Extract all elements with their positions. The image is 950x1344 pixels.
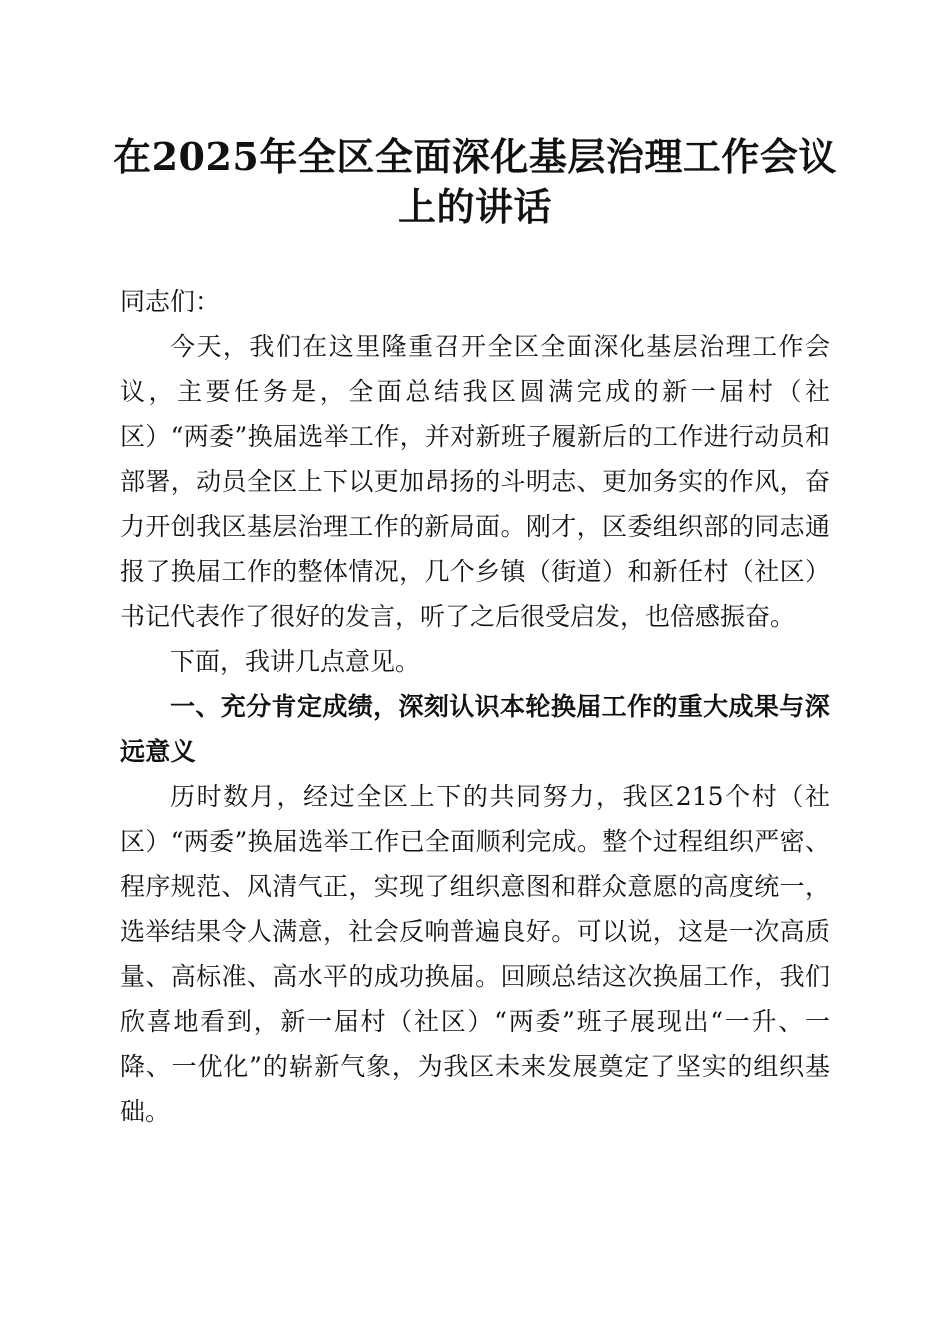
transition-paragraph: 下面，我讲几点意见。 xyxy=(170,647,421,676)
section-one-heading: 一、充分肯定成绩，深刻认识本轮换届工作的重大成果与深远意义 xyxy=(120,692,830,766)
document-body xyxy=(120,279,830,1134)
section-one-paragraph: 历时数月，经过全区上下的共同努力，我区215个村（社区）“两委”换届选举工作已全面顺利完成。整个过程组织严密、程序规范、风清气正，实现了组织意图和群众意愿的高度统一，选举结果令人满意，社会反响普遍良好。可以说，这是一次高质量、高标准、高水平的成功换届。回顾总结这次换届工作，我们欣喜地看到，新一届村（社区）“两委”班子展现出“一升、一降、一优化”的崭新气象，为我区未来发展奠定了坚实的组织基础。 xyxy=(120,782,830,1126)
document-title: 在2025年全区全面深化基层治理工作会议上的讲话 xyxy=(113,134,837,229)
opening-paragraph: 今天，我们在这里隆重召开全区全面深化基层治理工作会议，主要任务是，全面总结我区圆满完成的新一届村（社区）“两委”换届选举工作，并对新班子履新后的工作进行动员和部署，动员全区上下以更加昂扬的斗明志、更加务实的作风，奋力开创我区基层治理工作的新局面。刚才，区委组织部的同志通报了换届工作的整体情况，几个乡镇（街道）和新任村（社区）书记代表作了很好的发言，听了之后很受启发，也倍感振奋。 xyxy=(120,332,830,631)
salutation: 同志们： xyxy=(120,287,221,316)
